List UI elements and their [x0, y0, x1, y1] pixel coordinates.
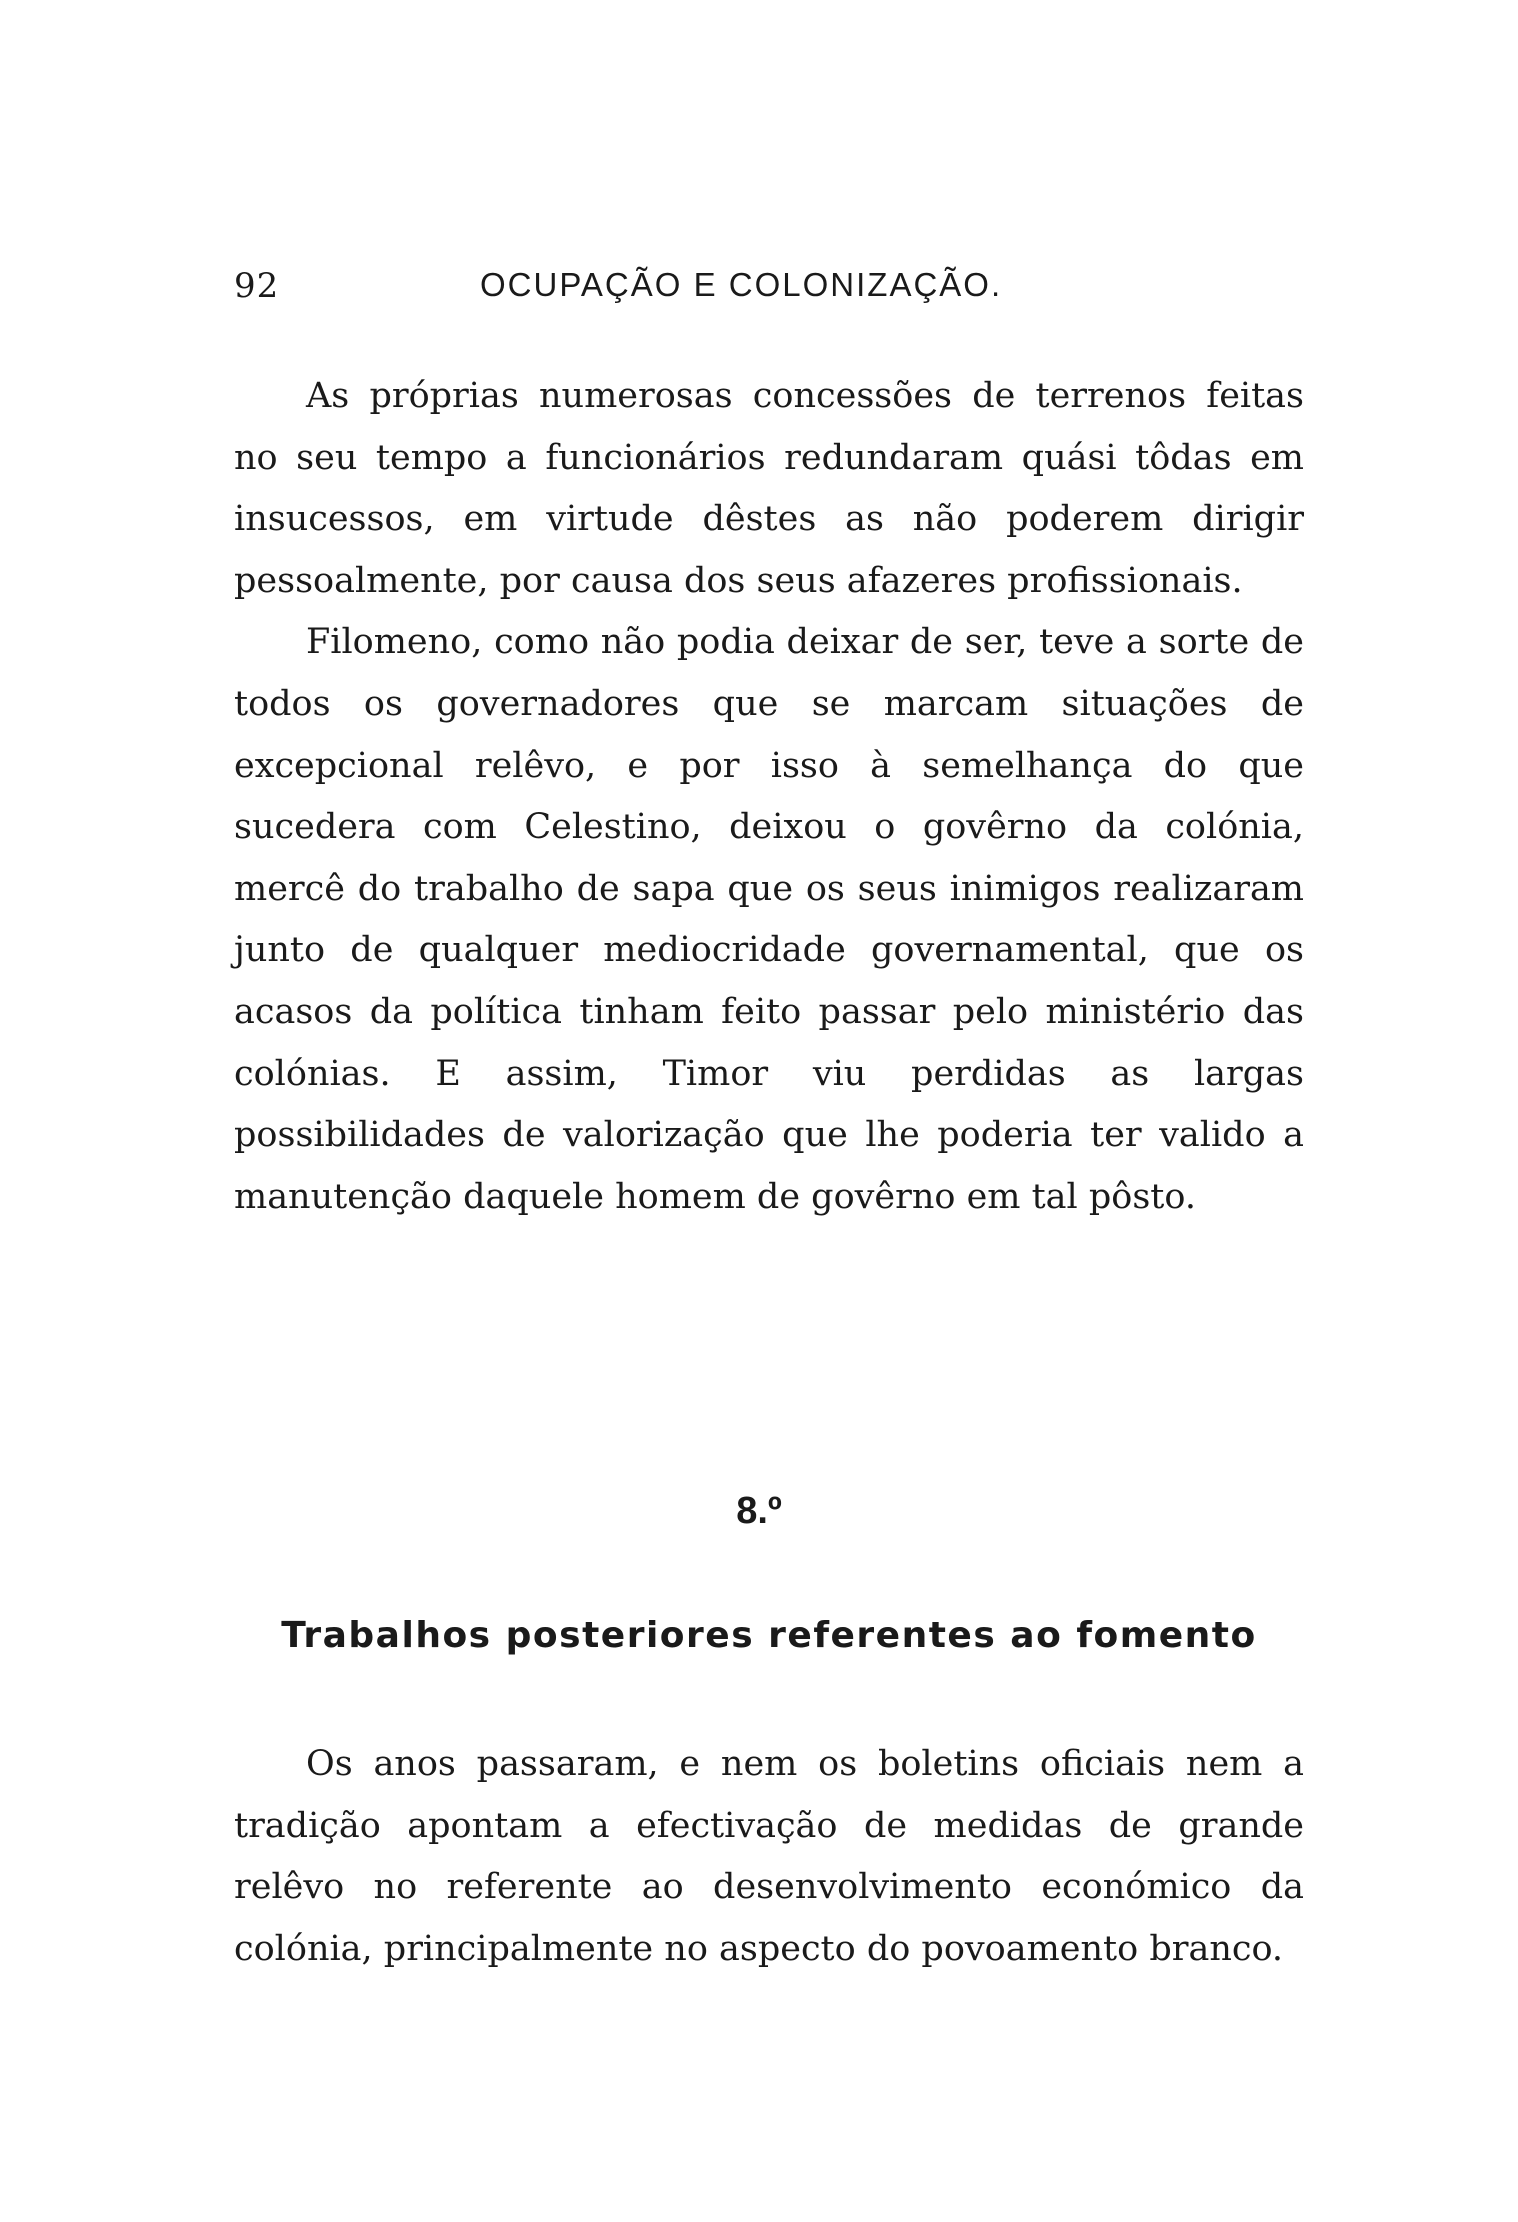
paragraph: Os anos passaram, e nem os boletins oficiais nem a tradição apontam a efectivação de medidas de grande relêvo no referente ao desenvolvimento económico da colónia, principalmente no aspecto do povoamento branco. — [234, 1744, 1304, 1969]
section-title: Trabalhos posteriores referentes ao fomento — [281, 1615, 1257, 1656]
running-title: OCUPAÇÃO E COLONIZAÇÃO. — [480, 266, 1003, 303]
body-text — [234, 366, 1304, 1228]
section-number: 8.º — [736, 1490, 782, 1532]
page-header — [234, 258, 1304, 318]
paragraph: Filomeno, como não podia deixar de ser, teve a sorte de todos os governadores que se marcam situações de excepcional relêvo, e por isso à semelhança do que sucedera com Celestino, deixou o govêrno da colónia, mercê do trabalho de sapa que os seus inimigos realizaram junto de qualquer mediocridade governamental, que os acasos da política tinham feito passar pelo ministério das colónias. E assim, Timor viu perdidas as largas possibilidades de valorização que lhe poderia ter valido a manutenção daquele homem de govêrno em tal pôsto. — [234, 622, 1304, 1217]
page-number: 92 — [234, 266, 280, 306]
paragraph: As próprias numerosas concessões de terrenos feitas no seu tempo a funcionários redundaram quási tôdas em insucessos, em virtude dêstes as não poderem dirigir pessoalmente, por causa dos seus afazeres profissionais. — [234, 376, 1304, 601]
section-body-text — [234, 1734, 1304, 1980]
